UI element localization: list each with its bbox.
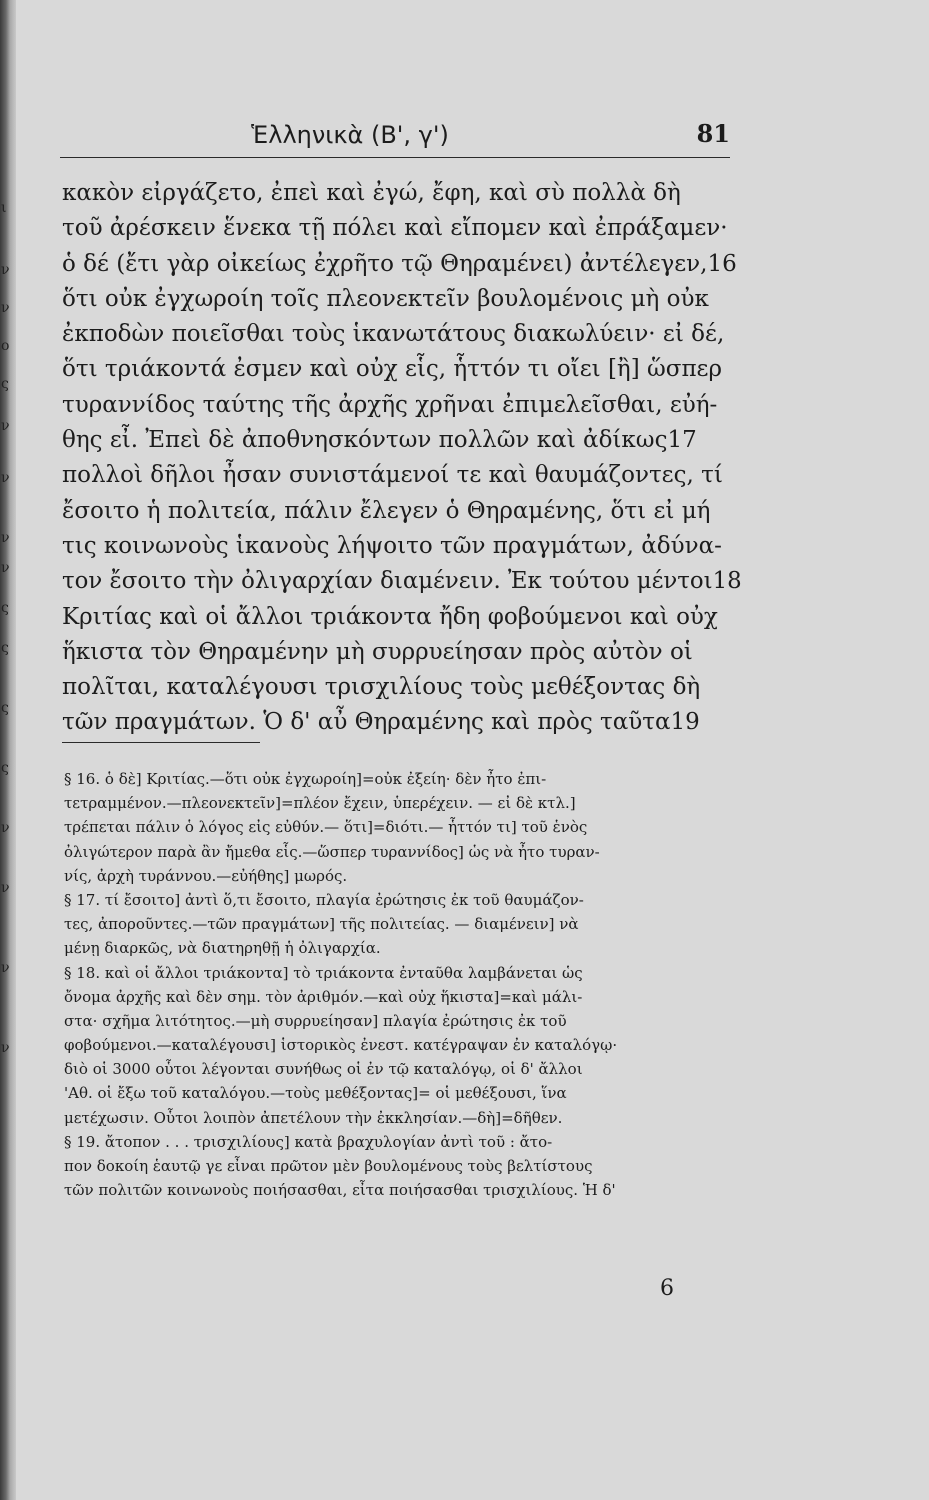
margin-fragment: ς [1,640,9,656]
text-line: ὅτι τριάκοντά ἐσμεν καὶ οὐχ εἷς, ἧττόν τι οἴει [ἢ] ὥσπερ [62,356,722,383]
footnote-separator [62,742,260,743]
footnote-line: διὸ οἱ 3000 οὗτοι λέγονται συνήθως οἱ ἐν τῷ καταλόγῳ, οἱ δ' ἄλλοι [64,1060,583,1079]
footnotes [64,767,730,1202]
margin-fragment: ν [1,470,10,486]
text-line: πολλοὶ δῆλοι ἦσαν συνιστάμενοί τε καὶ θαυμάζοντες, τί [62,462,723,489]
margin-fragment: ν [1,880,10,896]
text-line: τοῦ ἀρέσκειν ἕνεκα τῇ πόλει καὶ εἴπομεν καὶ ἐπράξαμεν· [62,215,728,242]
margin-fragment: ν [1,960,10,976]
text-line: ἐκποδὼν ποιεῖσθαι τοὺς ἱκανωτάτους διακωλύειν· εἰ δέ, [62,321,725,348]
footnote-line: ὄνομα ἀρχῆς καὶ δὲν σημ. τὸν ἀριθμόν.—καὶ οὐχ ἥκιστα]=καὶ μάλι- [64,987,583,1006]
margin-fragment: ν [1,262,10,278]
text-line: τον ἔσοιτο τὴν ὀλιγαρχίαν διαμένειν. Ἐκ τούτου μέντοι18 [62,568,742,595]
text-line: τυραννίδος ταύτης τῆς ἀρχῆς χρῆναι ἐπιμελεῖσθαι, εὐή- [62,391,718,418]
footnote-line: μένῃ διαρκῶς, νὰ διατηρηθῇ ἡ ὀλιγαρχία. [64,939,381,958]
margin-fragment: ν [1,1040,10,1056]
margin-fragment: ς [1,376,9,392]
margin-fragment: ς [1,600,9,616]
running-title: Ἑλληνικὰ (Β', γ') [251,121,449,149]
margin-fragment: ι [1,200,7,216]
text-line: ἔσοιτο ἡ πολιτεία, πάλιν ἔλεγεν ὁ Θηραμένης, ὅτι εἰ μή [62,497,711,524]
text-line: τις κοινωνοὺς ἱκανοὺς λήψοιτο τῶν πραγμάτων, ἀδύνα- [62,532,722,559]
main-text [62,176,742,741]
text-line: ὁ δέ (ἔτι γὰρ οἰκείως ἐχρῆτο τῷ Θηραμένει) ἀντέλεγεν,16 [62,250,737,277]
footnote-line: § 18. καὶ οἱ ἄλλοι τριάκοντα] τὸ τριάκοντα ἐνταῦθα λαμβάνεται ὡς [64,963,583,982]
page-number: 81 [696,119,730,148]
margin-fragment: ν [1,560,10,576]
footnote-line: μετέχωσιν. Οὗτοι λοιπὸν ἀπετέλουν τὴν ἐκκλησίαν.—δὴ]=δῆθεν. [64,1108,563,1127]
footnote-line: πον δοκοίη ἑαυτῷ γε εἶναι πρῶτον μὲν βουλομένους τοὺς βελτίστους [64,1157,593,1175]
footnote-line: ὀλιγώτερον παρὰ ἂν ἤμεθα εἷς.—ὥσπερ τυραννίδος] ὡς νὰ ἦτο τυραν- [64,842,600,861]
text-line: Κριτίας καὶ οἱ ἄλλοι τριάκοντα ἤδη φοβούμενοι καὶ οὐχ [62,603,718,630]
signature-mark: 6 [660,1276,674,1301]
margin-fragment: ο [1,338,10,354]
footnote-line: § 19. ἄτοπον . . . τρισχιλίους] κατὰ βραχυλογίαν ἀντὶ τοῦ : ἄτο- [64,1132,553,1151]
margin-fragment: ν [1,300,10,316]
running-header [60,117,730,158]
footnote-line: τες, ἀποροῦντες.—τῶν πραγμάτων] τῆς πολιτείας. — διαμένειν] νὰ [64,915,579,934]
footnote-line: φοβούμενοι.—καταλέγουσι] ἱστορικὸς ἐνεστ. κατέγραψαν ἐν καταλόγῳ· [64,1036,618,1055]
text-line: πολῖται, καταλέγουσι τρισχιλίους τοὺς μεθέξοντας δὴ [62,674,701,701]
margin-fragment: ν [1,820,10,836]
footnote-line: 'Αθ. οἱ ἔξω τοῦ καταλόγου.—τοὺς μεθέξοντας]= οἱ μεθέξουσι, ἵνα [64,1084,567,1103]
margin-fragment: ν [1,418,10,434]
footnote-line: τῶν πολιτῶν κοινωνοὺς ποιήσασθαι, εἶτα ποιήσασθαι τρισχιλίους. Ἡ δ' [64,1181,616,1200]
footnote-line: στα· σχῆμα λιτότητος.—μὴ συρρυείησαν] πλαγία ἐρώτησις ἐκ τοῦ [64,1011,567,1030]
text-line: τῶν πραγμάτων. Ὁ δ' αὖ Θηραμένης καὶ πρὸς ταῦτα19 [62,709,700,736]
text-line: ἥκιστα τὸν Θηραμένην μὴ συρρυείησαν πρὸς αὐτὸν οἱ [62,638,693,665]
margin-fragment: ς [1,700,9,716]
text-line: θης εἶ. Ἐπεὶ δὲ ἀποθνησκόντων πολλῶν καὶ ἀδίκως17 [62,427,697,454]
margin-fragment: ν [1,530,10,546]
footnote-line: § 17. τί ἔσοιτο] ἀντὶ ὅ,τι ἔσοιτο, πλαγία ἐρώτησις ἐκ τοῦ θαυμάζον- [64,890,584,909]
previous-page-margin [0,0,12,1500]
footnote-line: τετραμμένον.—πλεονεκτεῖν]=πλέον ἔχειν, ὑπερέχειν. — εἰ δὲ κτλ.] [64,794,576,813]
footnote-line: νίς, ἀρχὴ τυράννου.—εὐήθης] μωρός. [64,866,348,885]
margin-fragment: ς [1,760,9,776]
footnote-line: § 16. ὁ δὲ] Κριτίας.—ὅτι οὐκ ἐγχωροίη]=οὐκ ἐξείη· δὲν ἦτο ἐπι- [64,770,547,788]
footnote-line: τρέπεται πάλιν ὁ λόγος εἰς εὐθύν.— ὅτι]=διότι.— ἧττόν τι] τοῦ ἑνὸς [64,818,588,837]
text-line: κακὸν εἰργάζετο, ἐπεὶ καὶ ἐγώ, ἔφη, καὶ σὺ πολλὰ δὴ [62,180,681,206]
text-line: ὅτι οὐκ ἐγχωροίη τοῖς πλεονεκτεῖν βουλομένοις μὴ οὐκ [62,285,709,312]
